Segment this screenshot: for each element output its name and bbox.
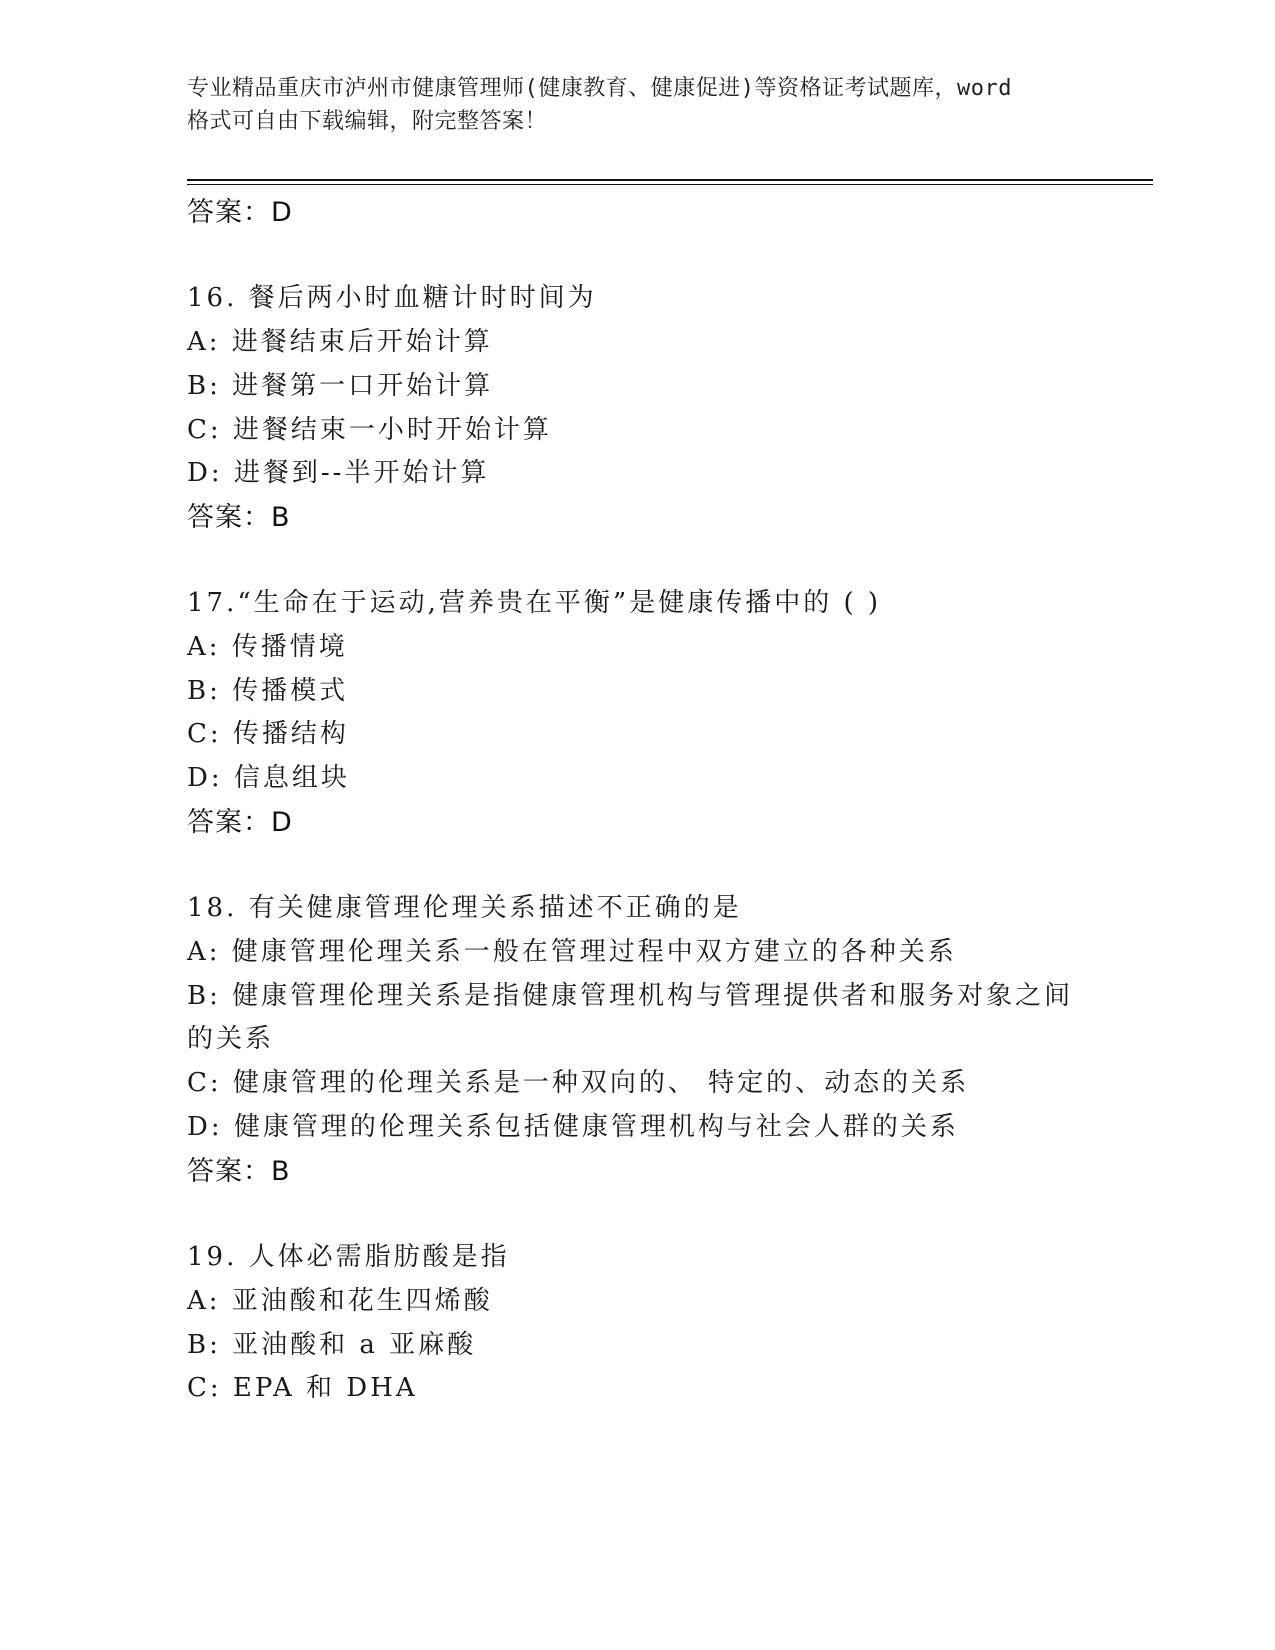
question-17-answer: 答案：D: [187, 807, 293, 838]
question-18-stem: 18. 有关健康管理伦理关系描述不正确的是: [187, 893, 742, 923]
question-16-stem: 16. 餐后两小时血糖计时时间为: [187, 283, 597, 313]
question-18-option-d: D: 健康管理的伦理关系包括健康管理机构与社会人群的关系: [187, 1112, 959, 1142]
header-divider: [187, 179, 1153, 181]
question-19-option-b: B: 亚油酸和 a 亚麻酸: [187, 1330, 477, 1360]
question-17-option-b: B: 传播模式: [187, 676, 349, 706]
question-18-answer: 答案：B: [187, 1156, 291, 1187]
header-line-1: 专业精品重庆市泸州市健康管理师(健康教育、健康促进)等资格证考试题库，word: [187, 76, 1012, 101]
question-17-option-c: C: 传播结构: [187, 719, 349, 749]
question-17-stem: 17.“生命在于运动,营养贵在平衡”是健康传播中的 ( ): [187, 588, 882, 618]
question-18-option-b: B: 健康管理伦理关系是指健康管理机构与管理提供者和服务对象之间: [187, 981, 1074, 1011]
question-19-option-c: C: EPA 和 DHA: [187, 1373, 418, 1403]
header-divider-thin: [187, 184, 1153, 185]
question-19-stem: 19. 人体必需脂肪酸是指: [187, 1242, 510, 1272]
answer-line: 答案：D: [187, 197, 293, 228]
header-line-2: 格式可自由下载编辑，附完整答案！: [187, 109, 548, 134]
question-18-option-b-continued: 的关系: [187, 1024, 275, 1054]
question-16-option-d: D: 进餐到--半开始计算: [187, 458, 490, 488]
question-17-option-d: D: 信息组块: [187, 763, 350, 793]
document-header: [187, 72, 1087, 138]
question-17-option-a: A: 传播情境: [187, 632, 348, 662]
question-16-option-a: A: 进餐结束后开始计算: [187, 327, 493, 357]
question-19-option-a: A: 亚油酸和花生四烯酸: [187, 1286, 493, 1316]
question-16-answer: 答案：B: [187, 502, 291, 533]
question-16-option-b: B: 进餐第一口开始计算: [187, 371, 494, 401]
question-18-option-a: A: 健康管理伦理关系一般在管理过程中双方建立的各种关系: [187, 937, 957, 967]
question-16-option-c: C: 进餐结束一小时开始计算: [187, 415, 552, 445]
question-18-option-c: C: 健康管理的伦理关系是一种双向的、 特定的、动态的关系: [187, 1068, 970, 1098]
